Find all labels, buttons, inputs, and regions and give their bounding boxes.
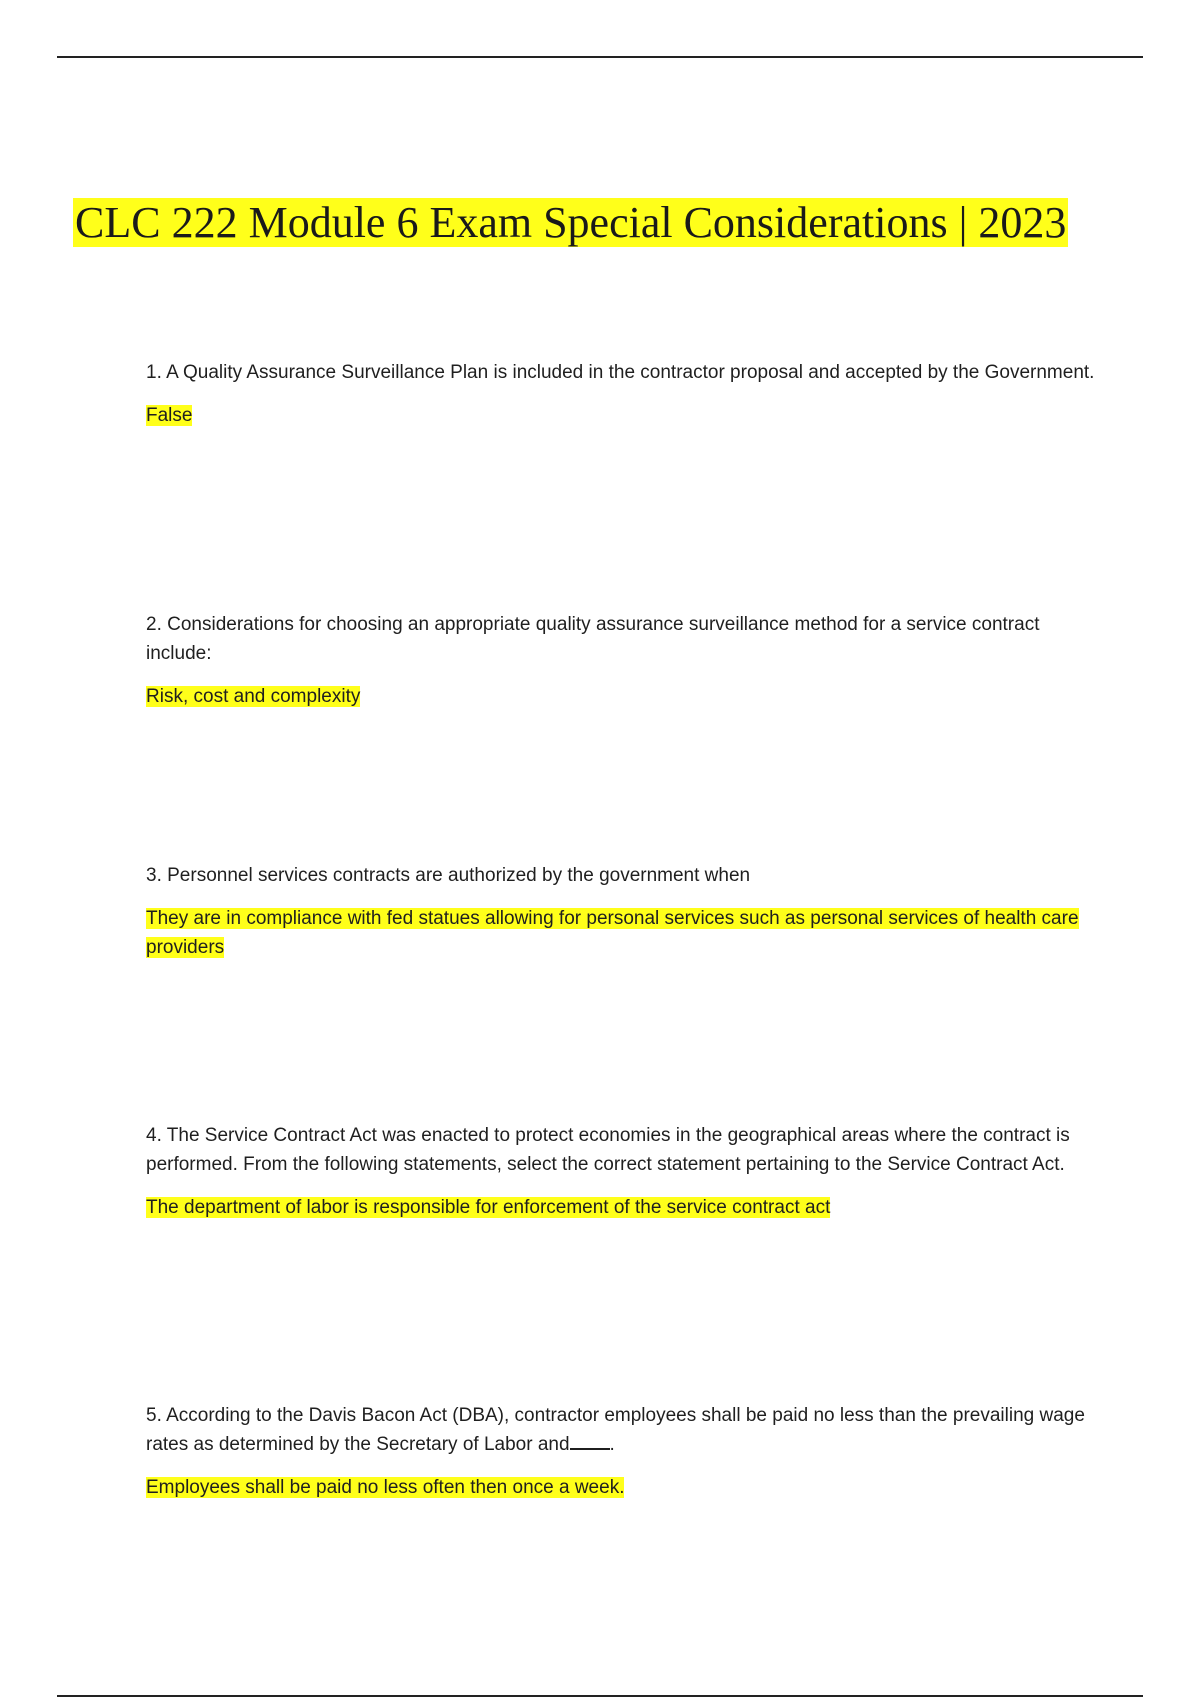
answer-text [146,1193,1096,1222]
answer-text [146,401,1096,430]
question-text: 2. Considerations for choosing an appropriate quality assurance surveillance method for a service contract include: [146,614,1040,664]
document-title-text: CLC 222 Module 6 Exam Special Considerations | 2023 [75,198,1067,247]
question-text-main: 5. According to the Davis Bacon Act (DBA), contractor employees shall be paid no less than the prevailing wage rates as determined by the Secretary of Labor and [146,1405,1085,1455]
question-5 [146,1401,1096,1502]
answer-highlight: The department of labor is responsible for enforcement of the service contract act [146,1197,831,1218]
answer-text [146,1473,1096,1502]
question-text [146,1401,1096,1459]
answer-text [146,682,1096,711]
question-4 [146,1121,1096,1222]
question-1 [146,358,1096,430]
question-text: 3. Personnel services contracts are authorized by the government when [146,865,751,886]
answer-highlight: Employees shall be paid no less often then once a week. [146,1477,625,1498]
bottom-rule [57,1695,1143,1697]
question-text: 4. The Service Contract Act was enacted to protect economies in the geographical areas where the contract is performed. From the following statements, select the correct statement pertaining to the Service Contract Act. [146,1125,1070,1175]
top-rule [57,56,1143,58]
question-3 [146,861,1096,962]
answer-highlight: Risk, cost and complexity [146,686,361,707]
question-text: 1. A Quality Assurance Surveillance Plan is included in the contractor proposal and accepted by the Government. [146,362,1095,383]
answer-text [146,904,1096,962]
answer-highlight: They are in compliance with fed statues allowing for personal services such as personal services of health care providers [146,908,1079,958]
question-2 [146,610,1096,711]
fill-in-blank [570,1430,610,1450]
answer-highlight: False [146,405,193,426]
question-text-end: . [609,1434,615,1455]
document-title [73,196,1068,250]
